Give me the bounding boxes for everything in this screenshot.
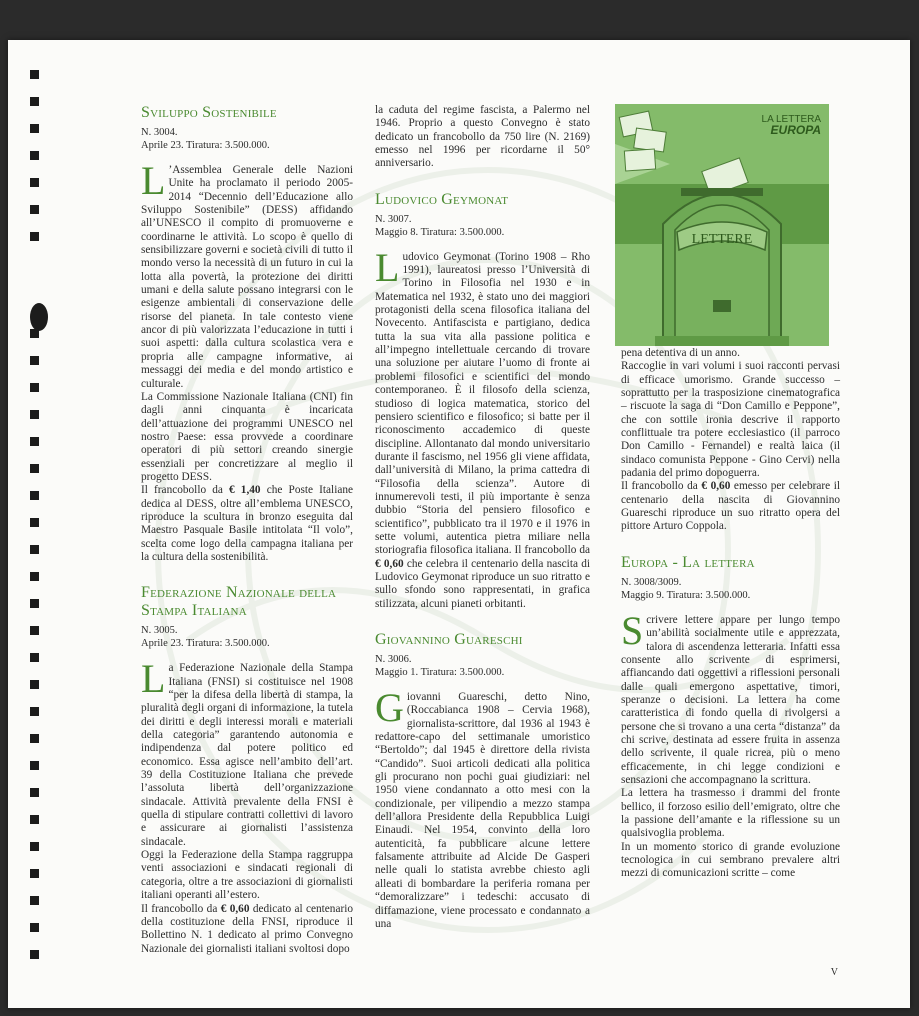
stamp-image-la-lettera-europa [615,104,829,346]
stamp-caption: LA LETTERA EUROPA [761,114,821,137]
section-title-europa: Europa - La lettera [621,553,755,571]
issue-number: N. 3004. [141,127,178,138]
paragraph: In un momento storico di grande evoluzione tecnologica in cui sembrano prevalere altri mezzi di comunicazioni scritte – come [621,840,840,880]
issue-number: N. 3007. [375,213,412,225]
column-2 [375,104,590,931]
section-title-fnsi: Federazione Nazionale della Stampa Italiana [141,584,337,620]
section-title-geymonat: Ludovico Geymonat [375,190,509,208]
drop-cap: L [141,656,166,702]
section-title-sviluppo: Sviluppo Sostenibile [141,104,277,121]
mailbox-sign: LETTERE [691,232,753,247]
paragraph: Scrivere lettere appare per lungo tempo un’abilità socialmente utile e apprezzata, talora di ascendenza letteraria. Infatti essa consente allo scrivente di esprimersi, affiancando dati oggettivi a riflessioni personali dalle quali emergono aspettative, timori, speranze o decisioni. La lettera ha come caratteristica di fondo quella di rivolgersi a persone che si trovano a una certa “distanza” da chi scrive, destinata ad essere fruita in assenza dello scrivente, il quale ricrea, più o meno efficacemente, in chi legge condizioni e sensazioni che accompagnano la scrittura. [621,607,840,786]
issue-date: Maggio 8. Tiratura: 3.500.000. [375,226,505,238]
drop-cap: L [141,158,166,203]
column-1 [141,104,353,956]
paragraph: la caduta del regime fascista, a Palermo nel 1946. Proprio a questo Convegno è stato dedicato un francobollo da 750 lire (N. 2169) emesso nel 1996 per ricordarne il 50° anniversario. [375,104,590,170]
mailbox-illustration [615,104,829,346]
page-number: V [830,967,838,978]
paragraph: Oggi la Federazione della Stampa raggruppa venti associazioni e sindacati regionali di categoria, oltre a tre associazioni di giornalisti italiani operanti all’estero. [141,849,353,902]
paragraph: La Commissione Nazionale Italiana (CNI) fin dagli anni cinquanta è incaricata dell’attuazione dei programmi UNESCO nel nostro Paese: essa provvede a coordinare operatori di più settori creando sinergie essenziali per concretizzare al meglio il progetto DESS. [141,390,353,483]
issue-number: N. 3006. [375,654,412,665]
issue-number: N. 3008/3009. [621,576,682,588]
paragraph: L ’Assemblea Generale delle Nazioni Unite ha proclamato il periodo 2005-2014 “Decennio dell’Educazione allo Sviluppo Sostenibile” (DESS) affidando all’UNESCO il compito di promuoverne e coordinarne le attività. Lo scopo è quello di sensibilizzare governi e società civili di tutto il mondo verso la necessità di un futuro in cui la lotta alla povertà, la protezione dei diritti umani e della salute possano integrarsi con le esigenze ambientali di conservazione delle risorse del pianeta. In tale contesto viene ancor di più valorizzata l’educazione in tutti i suoi aspetti: dalla cultura scolastica vera e propria alle campagne informative, ai messaggi dei media e del mondo artistico e culturale. [141,158,353,390]
paragraph: La lettera ha trasmesso i drammi del fronte bellico, il forzoso esilio dell’emigrato, oltre che la passione dell’amante e la riflessione su un qualsivoglia problema. [621,787,840,840]
drop-cap: G [375,685,404,730]
paragraph: La Federazione Nazionale della Stampa Italiana (FNSI) si costituisce nel 1908 “per la difesa della libertà di stampa, la pluralità degli organi di informazione, la tutela dei diritti e degli interessi morali e materiali della categoria” garantendo autonomia e indipendenza dal potere politico ed economico. Essa agisce nell’ambito dell’art. 39 della Costituzione Italiana che prevede l’assoluta libertà dell’organizzazione sindacale. Attività prevalente della FNSI è quella di stipulare contratti collettivi di lavoro e assicurare ai giornalisti l’assistenza sindacale. [141,656,353,848]
drop-cap: S [621,607,644,653]
paragraph: Ludovico Geymonat (Torino 1908 – Rho 1991), laureatosi presso l’Università di Torino in Filosofia nel 1930 e in Matematica nel 1932, è stato uno dei maggiori protagonisti della scena filosofica italiana del Novecento. Antifascista e partigiano, dedica tutta la sua vita alla passione politica e all’impegno intellettuale cercando di trovare una soluzione per aiutare l’uomo di fronte ai problemi filosofici e scientifici del mondo contemporaneo. È il filosofo della scienza, studioso di logica matematica, storico del pensiero scientifico e filosofico; si batte per il riconoscimento accademico di queste discipline. Allontanato dal mondo universitario durante il fascismo, nel 1956 gli viene affidata, dall’università di Milano, la prima cattedra di “Filosofia della scienza”. Autore di innumerevoli testi, il più importante è senza dubbio “Storia del pensiero filosofico e scientifico”, pubblicato tra il 1970 e il 1976 in sette volumi, autentica pietra miliare nella storiografia filosofica italiana. Il francobollo da € 0,60 che celebra il centenario della nascita di Ludovico Geymonat riproduce un suo ritratto e sullo sfondo sono rappresentati, in grafica stilizzata, alcuni pianeti orbitanti. [375,244,590,610]
section-title-guareschi: Giovannino Guareschi [375,631,523,648]
paragraph: Il francobollo da € 0,60 dedicato al centenario della costituzione della FNSI, riproduce il Bollettino N. 1 dedicato al primo Convegno Nazionale dei giornalisti italiani svoltosi dopo [141,902,354,955]
paragraph: Il francobollo da € 1,40 che Poste Italiane dedica al DESS, oltre all’emblema UNESCO, riproduce la scultura in bronzo eseguita dal Maestro Pasquale Basile intitolata “Il volo”, scelta come logo della campagna italiana per la cultura della sostenibilità. [141,484,354,563]
binder-punch-holes [30,70,42,970]
issue-number: N. 3005. [141,625,178,637]
paragraph: Giovanni Guareschi, detto Nino, (Roccabianca 1908 – Cervia 1968), giornalista-scrittore, dal 1936 al 1943 è redattore-capo del settimanale umoristico “Bertoldo”; dal 1945 è direttore della rivista “Candido”. Suoi articoli dedicati alla politica gli procurano non pochi guai giudiziari: nel 1950 viene condannato a otto mesi con la condizionale, per vilipendio a mezzo stampa dell’allora Presidente della Repubblica Luigi Einaudi. Nel 1954, convinto della loro autenticità, fa pubblicare alcune lettere falsamente attribuite ad Alcide De Gasperi nelle quali lo statista avrebbe chiesto agli alleati di bombardare la periferia romana per “demoralizzare” i tedeschi: accusato di diffamazione, viene processato e condannato a una [375,685,590,930]
issue-date: Maggio 1. Tiratura: 3.500.000. [375,667,505,678]
paragraph: Raccoglie in vari volumi i suoi racconti pervasi di efficace umorismo. Grande successo – soprattutto per la trasposizione cinematografica – riscuote la saga di “Don Camillo e Peppone”, che con sottile ironia descrive il rapporto conflittuale tra potere ecclesiastico (il parroco Don Camillo - Fernandel) e realtà laica (il sindaco comunista Peppone - Gino Cervi) nella padania del primo dopoguerra. [621,360,840,480]
paragraph: Il francobollo da € 0,60 emesso per celebrare il centenario della nascita di Giovannino Guareschi riproduce un suo ritratto opera del pittore Arturo Coppola. [621,480,840,533]
column-3 [621,347,840,881]
paragraph: pena detentiva di un anno. [621,347,740,359]
ring-hole [30,303,48,331]
album-page [8,40,910,1008]
issue-date: Maggio 9. Tiratura: 3.500.000. [621,589,751,601]
issue-date: Aprile 23. Tiratura: 3.500.000. [141,140,270,151]
drop-cap: L [375,244,400,290]
issue-date: Aprile 23. Tiratura: 3.500.000. [141,638,270,650]
